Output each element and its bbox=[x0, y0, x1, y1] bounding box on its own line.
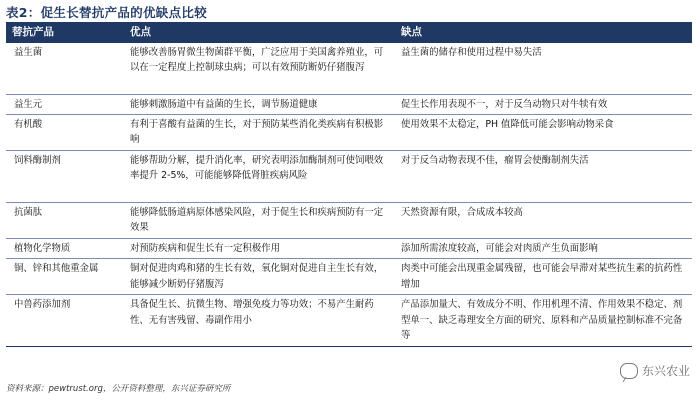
watermark bbox=[620, 362, 690, 379]
advantages-cell: 能够刺激肠道中有益菌的生长，调节肠道健康 bbox=[124, 94, 395, 114]
product-cell: 中兽药添加剂 bbox=[6, 295, 124, 347]
watermark-text: 东兴农业 bbox=[641, 364, 690, 378]
table-row bbox=[6, 94, 692, 114]
advantages-cell: 能够改善肠胃微生物菌群平衡，广泛应用于美国禽养殖业，可以在一定程度上控制球虫病；可以有效预防断奶仔猪腹泻 bbox=[124, 43, 395, 94]
table-title: 表2：促生长替抗产品的优缺点比较 bbox=[6, 5, 207, 20]
table-row bbox=[6, 114, 692, 150]
disadvantages-cell: 益生菌的储存和使用过程中易失活 bbox=[395, 43, 692, 94]
disadvantages-cell: 肉类中可能会出现重金属残留，也可能会早滞对某些抗生素的抗药性增加 bbox=[395, 259, 692, 295]
header-product: 替抗产品 bbox=[6, 22, 124, 43]
comparison-table bbox=[6, 22, 692, 347]
product-cell: 铜、锌和其他重金属 bbox=[6, 259, 124, 295]
disadvantages-cell: 使用效果不太稳定，PH 值降低可能会影响动物采食 bbox=[395, 114, 692, 150]
advantages-cell: 能够降低肠道病原体感染风险，对于促生长和疾病预防有一定效果 bbox=[124, 202, 395, 238]
product-cell: 饲料酶制剂 bbox=[6, 150, 124, 202]
disadvantages-cell: 对于反刍动物表现不佳，瘤胃会使酶制剂失活 bbox=[395, 150, 692, 202]
table-row bbox=[6, 150, 692, 202]
table-row bbox=[6, 295, 692, 347]
advantages-cell: 对预防疾病和促生长有一定积极作用 bbox=[124, 238, 395, 258]
product-cell: 益生菌 bbox=[6, 43, 124, 94]
advantages-cell: 具备促生长、抗微生物、增强免疫力等功效；不易产生耐药性、无有害残留、毒副作用小 bbox=[124, 295, 395, 347]
product-cell: 有机酸 bbox=[6, 114, 124, 150]
source-note: 资料来源：pewtrust.org，公开资料整理，东兴证券研究所 bbox=[6, 384, 231, 394]
table-row bbox=[6, 43, 692, 94]
chat-bubble-icon bbox=[620, 363, 638, 379]
disadvantages-cell: 天然资源有限，合成成本较高 bbox=[395, 202, 692, 238]
advantages-cell: 铜对促进肉鸡和猪的生长有效，氧化铜对促进自主生长有效，能够减少断奶仔猪腹泻 bbox=[124, 259, 395, 295]
header-advantages: 优点 bbox=[124, 22, 395, 43]
product-cell: 植物化学物质 bbox=[6, 238, 124, 258]
disadvantages-cell: 促生长作用表现不一，对于反刍动物只对牛犊有效 bbox=[395, 94, 692, 114]
table-row bbox=[6, 202, 692, 238]
header-disadvantages: 缺点 bbox=[395, 22, 692, 43]
product-cell: 抗菌肽 bbox=[6, 202, 124, 238]
table-row bbox=[6, 238, 692, 258]
advantages-cell: 有利于喜酸有益菌的生长，对于预防某些消化类疾病有积极影响 bbox=[124, 114, 395, 150]
table-row bbox=[6, 259, 692, 295]
disadvantages-cell: 添加所需浓度较高，可能会对肉质产生负面影响 bbox=[395, 238, 692, 258]
product-cell: 益生元 bbox=[6, 94, 124, 114]
header-row bbox=[6, 22, 692, 43]
advantages-cell: 能够帮助分解，提升消化率，研究表明添加酶制剂可使饲喂效率提升 2-5%，可能能够降低肾脏疾病风险 bbox=[124, 150, 395, 202]
disadvantages-cell: 产品添加量大、有效成分不明、作用机理不清、作用效果不稳定、剂型单一、缺乏毒理安全方面的研究、原料和产品质量控制标准不完备等 bbox=[395, 295, 692, 347]
